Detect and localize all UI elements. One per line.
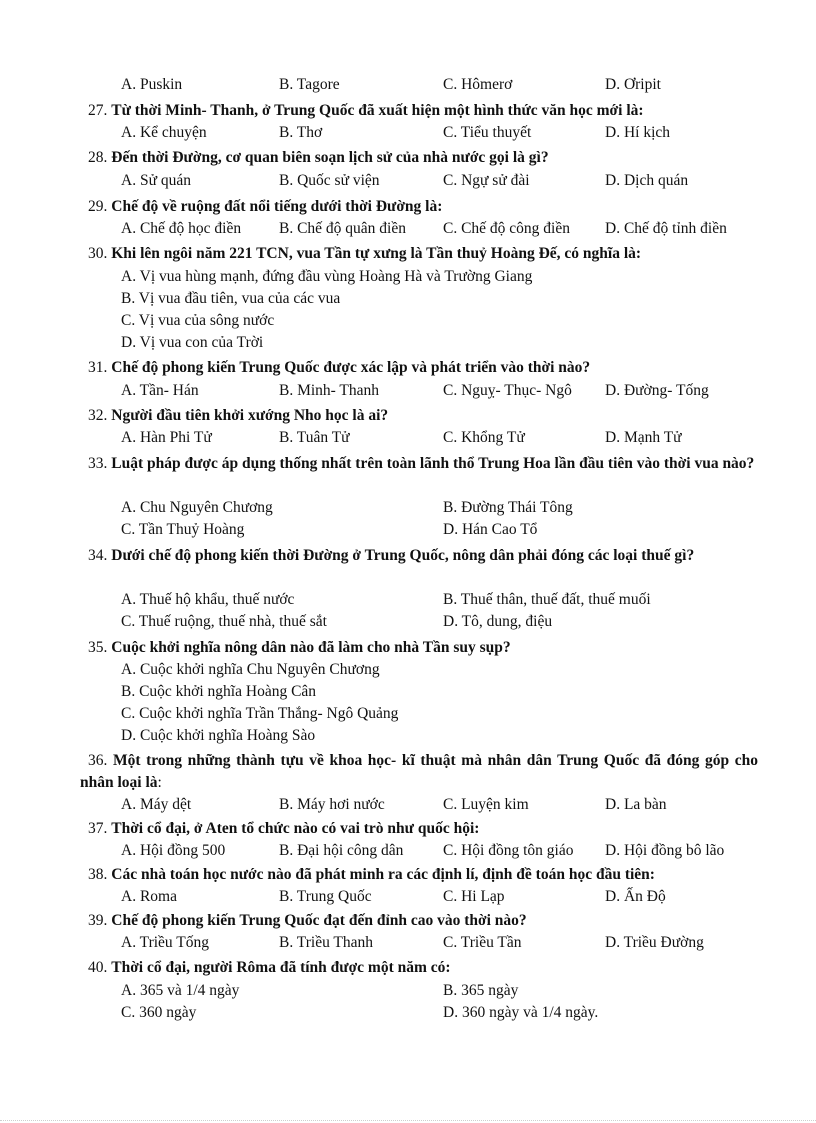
option: C. Nguỵ- Thục- Ngô	[443, 382, 572, 399]
question-36	[80, 750, 758, 794]
question-40	[88, 957, 768, 979]
option: B. Tagore	[279, 76, 340, 93]
option: A. Hội đồng 500	[121, 842, 226, 859]
question-number: 36.	[88, 752, 108, 769]
option: B. Trung Quốc	[279, 888, 372, 905]
option: D. Vị vua con của Trời	[121, 334, 264, 351]
option: B. Triều Thanh	[279, 934, 374, 951]
option: D. Hán Cao Tổ	[443, 521, 538, 538]
option: C. Tiểu thuyết	[443, 124, 532, 141]
option: C. Hi Lạp	[443, 888, 505, 905]
question-number: 37.	[88, 820, 108, 837]
option: D. Dịch quán	[605, 172, 689, 189]
option: D. Cuộc khởi nghĩa Hoàng Sào	[121, 727, 316, 744]
option: A. 365 và 1/4 ngày	[121, 982, 240, 999]
question-number: 29.	[88, 198, 108, 215]
option: C. Tần Thuỷ Hoàng	[121, 521, 245, 538]
question-text: Một trong những thành tựu về khoa học- kĩ thuật mà nhân dân Trung Quốc đã đóng góp cho nhân loại là	[80, 752, 758, 791]
option: D. 360 ngày và 1/4 ngày.	[443, 1004, 599, 1021]
option: C. Vị vua của sông nước	[121, 312, 275, 329]
question-number: 38.	[88, 866, 108, 883]
question-number: 34.	[88, 547, 108, 564]
option: D. La bàn	[605, 796, 667, 813]
question-34	[80, 545, 758, 567]
question-number: 40.	[88, 959, 108, 976]
question-30	[88, 243, 768, 265]
question-number: 30.	[88, 245, 108, 262]
question-text: Chế độ về ruộng đất nổi tiếng dưới thời Đường là:	[111, 198, 443, 215]
option: B. Tuân Tử	[279, 429, 350, 446]
question-text: Người đầu tiên khởi xướng Nho học là ai?	[111, 407, 389, 424]
option: A. Chế độ học điền	[121, 220, 242, 237]
option: B. 365 ngày	[443, 982, 519, 999]
option: C. Cuộc khởi nghĩa Trần Thắng- Ngô Quảng	[121, 705, 399, 722]
question-text: Các nhà toán học nước nào đã phát minh ra các định lí, định đề toán học đầu tiên:	[111, 866, 655, 883]
option: C. Hội đồng tôn giáo	[443, 842, 574, 859]
question-31	[88, 357, 768, 379]
option: D. Hí kịch	[605, 124, 671, 141]
option: D. Ấn Độ	[605, 888, 666, 905]
option: A. Hàn Phi Tử	[121, 429, 212, 446]
option: A. Kể chuyện	[121, 124, 207, 141]
option: C. 360 ngày	[121, 1004, 197, 1021]
option: A. Cuộc khởi nghĩa Chu Nguyên Chương	[121, 661, 380, 678]
page-bottom-divider	[0, 1120, 816, 1121]
question-number: 31.	[88, 359, 108, 376]
option: C. Triều Tần	[443, 934, 522, 951]
option: A. Thuế hộ khẩu, thuế nước	[121, 591, 295, 608]
question-text: Cuộc khởi nghĩa nông dân nào đã làm cho nhà Tần suy sụp?	[111, 639, 511, 656]
option: C. Khổng Tử	[443, 429, 525, 446]
option: A. Roma	[121, 888, 177, 905]
question-text: Chế độ phong kiến Trung Quốc được xác lập và phát triển vào thời nào?	[111, 359, 591, 376]
option: B. Quốc sử viện	[279, 172, 380, 189]
question-number: 28.	[88, 149, 108, 166]
question-text: Dưới chế độ phong kiến thời Đường ở Trung Quốc, nông dân phải đóng các loại thuế gì?	[111, 547, 695, 564]
question-37	[88, 818, 768, 840]
question-number: 39.	[88, 912, 108, 929]
question-text: Thời cổ đại, người Rôma đã tính được một năm có:	[111, 959, 451, 976]
option: C. Ngự sử đài	[443, 172, 530, 189]
question-33	[80, 453, 758, 475]
option: B. Thơ	[279, 124, 323, 141]
question-number: 32.	[88, 407, 108, 424]
question-text-tail: :	[157, 774, 162, 791]
question-text: Chế độ phong kiến Trung Quốc đạt đến đỉnh cao vào thời nào?	[111, 912, 527, 929]
option: A. Máy dệt	[121, 796, 192, 813]
question-35	[88, 637, 768, 659]
option: B. Vị vua đầu tiên, vua của các vua	[121, 290, 341, 307]
option: D. Tô, dung, điệu	[443, 613, 553, 630]
option: D. Hội đồng bô lão	[605, 842, 725, 859]
question-number: 35.	[88, 639, 108, 656]
question-text: Luật pháp được áp dụng thống nhất trên toàn lãnh thổ Trung Hoa lần đầu tiên vào thời vua nào?	[111, 455, 755, 472]
option: A. Chu Nguyên Chương	[121, 499, 273, 516]
option: D. Chế độ tỉnh điền	[605, 220, 727, 237]
question-38	[88, 864, 768, 886]
question-text: Khi lên ngôi năm 221 TCN, vua Tần tự xưng là Tần thuỷ Hoàng Đế, có nghĩa là:	[111, 245, 642, 262]
option: B. Chế độ quân điền	[279, 220, 406, 237]
option: A. Sử quán	[121, 172, 191, 189]
option: B. Máy hơi nước	[279, 796, 385, 813]
question-29	[88, 196, 768, 218]
option: A. Puskin	[121, 76, 183, 93]
option: C. Hômerơ	[443, 76, 513, 93]
option: C. Luyện kim	[443, 796, 529, 813]
question-28	[88, 147, 768, 169]
question-27	[88, 100, 768, 122]
option: D. Ơripit	[605, 76, 661, 93]
option: D. Mạnh Tử	[605, 429, 682, 446]
question-text: Từ thời Minh- Thanh, ở Trung Quốc đã xuất hiện một hình thức văn học mới là:	[111, 102, 644, 119]
option: B. Đường Thái Tông	[443, 499, 573, 516]
option: A. Vị vua hùng mạnh, đứng đầu vùng Hoàng Hà và Trường Giang	[121, 268, 533, 285]
option: A. Tần- Hán	[121, 382, 199, 399]
question-number: 33.	[88, 455, 108, 472]
option: B. Cuộc khởi nghĩa Hoàng Cân	[121, 683, 317, 700]
option: A. Triều Tống	[121, 934, 209, 951]
question-number: 27.	[88, 102, 108, 119]
option: D. Đường- Tống	[605, 382, 709, 399]
option: C. Chế độ công điền	[443, 220, 570, 237]
question-text: Đến thời Đường, cơ quan biên soạn lịch sử của nhà nước gọi là gì?	[111, 149, 549, 166]
option: B. Thuế thân, thuế đất, thuế muối	[443, 591, 651, 608]
option: C. Thuế ruộng, thuế nhà, thuế sắt	[121, 613, 327, 630]
option: D. Triều Đường	[605, 934, 704, 951]
question-39	[88, 910, 768, 932]
option: B. Đại hội công dân	[279, 842, 404, 859]
option: B. Minh- Thanh	[279, 382, 380, 399]
question-32	[88, 405, 768, 427]
question-text: Thời cổ đại, ở Aten tổ chức nào có vai trò như quốc hội:	[111, 820, 480, 837]
